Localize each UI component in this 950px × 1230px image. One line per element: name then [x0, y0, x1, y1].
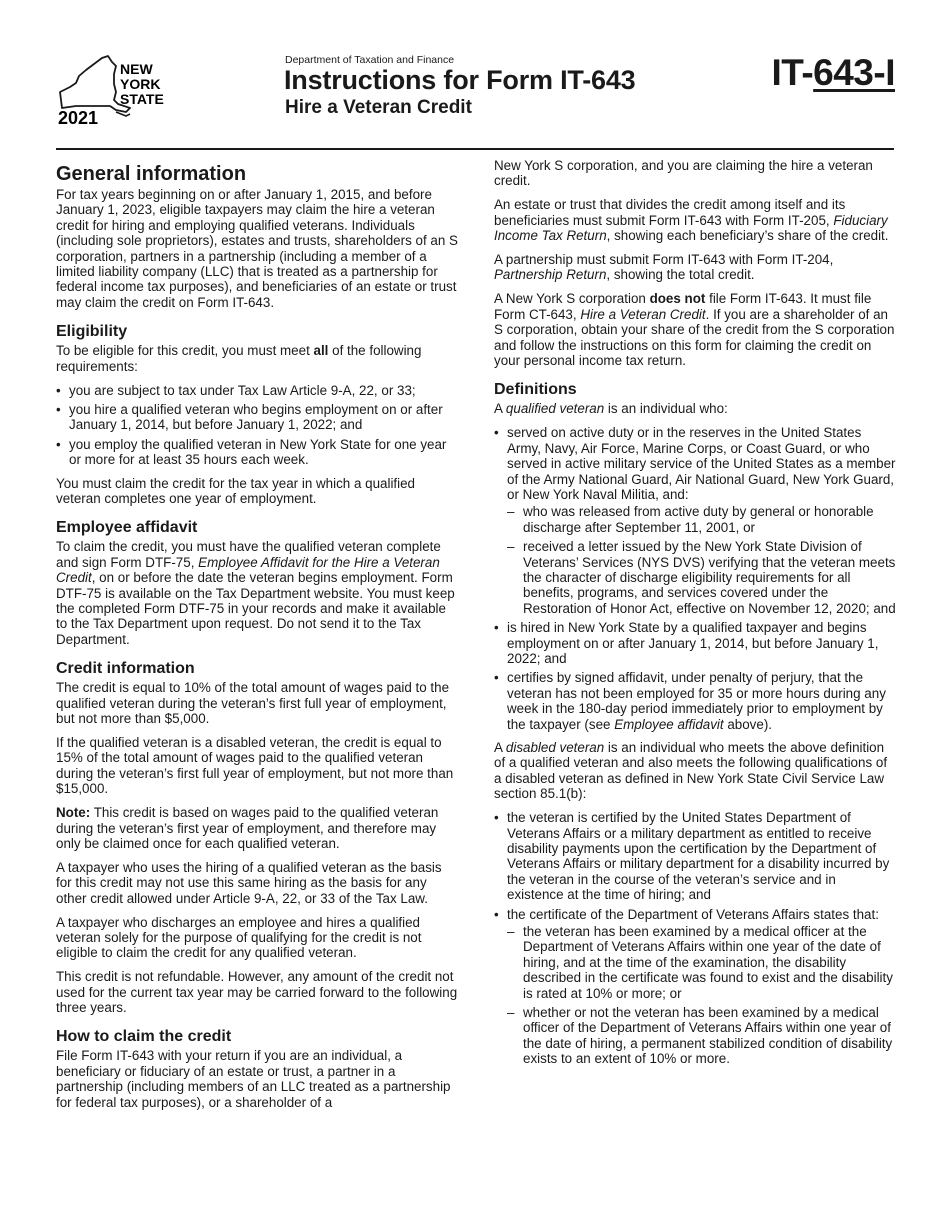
logo-line-3: STATE	[120, 91, 164, 107]
list-item: • the certificate of the Department of Veterans Affairs states that: – the veteran has been examined by a medical officer at the Department of Veterans Affairs within one year of the date of hiring, and at the time of the examination, the disability described in the certificate was found to exist and the disability is rated at 10% or more; or – whether or not the veteran has been examined by a medical officer of the Department of Veterans Affairs within one year of the date of hiring, a permanent stabilized condition of disability exists to an extent of 10% or more.	[494, 907, 896, 1067]
how-to-claim-heading: How to claim the credit	[56, 1028, 232, 1046]
form-number-main: 643-I	[813, 52, 895, 93]
logo-line-1: NEW	[120, 61, 153, 77]
general-information-heading: General information	[56, 163, 247, 185]
sub-list-item: – whether or not the veteran has been examined by a medical officer of the Department of Veterans Affairs within one year of the date of hiring, a permanent stabilized condition of disability exists to an extent of 10% or more.	[507, 1005, 896, 1067]
list-item: • the veteran is certified by the United States Department of Veterans Affairs or a military department as entitled to receive disability payments upon the certification by the Department of Veterans Affairs or military department for a disability incurred by the veteran in the course of the veteran’s service and in existence at the time of hiring; and	[494, 810, 896, 902]
list-item: • you are subject to tax under Tax Law Article 9-A, 22, or 33;	[56, 383, 458, 398]
page-title: Instructions for Form IT-643	[284, 65, 636, 95]
credit-note: Note: This credit is based on wages paid to the qualified veteran during the veteran’s first year of employment, and therefore may only be claimed once for each qualified veteran.	[56, 805, 439, 851]
list-item: • served on active duty or in the reserves in the United States Army, Navy, Air Force, Marine Corps, or Coast Guard, or who served in active military service of the United States as a member of the Army National Guard, Air National Guard, New York Guard, or New York Naval Militia, and: – who was released from active duty by general or honorable discharge after September 11, 2001, or – received a letter issued by the New York State Division of Veterans’ Services (NYS DVS) verifying that the veteran meets the character of discharge eligibility requirements for all benefits, programs, and services covered under the Restoration of Honor Act, effective on November 12, 2020; and	[494, 425, 896, 616]
list-item: • you hire a qualified veteran who begins employment on or after January 1, 2014, but before January 1, 2022; and	[56, 402, 458, 433]
s-corporation-paragraph: A New York S corporation does not file Form IT-643. It must file Form CT-643, Hire a Veteran Credit. If you are a shareholder of an S corporation, obtain your share of the credit from the S corporation and follow the instructions on this form for claiming the credit on your personal income tax return.	[494, 291, 895, 368]
how-to-claim-text: File Form IT-643 with your return if you are an individual, a beneficiary or fiduciary of an estate or trust, a partner in a partnership (including members of an LLC treated as a partnership for federal tax purposes), or a shareholder of a	[56, 1048, 451, 1110]
definitions-heading: Definitions	[494, 381, 577, 399]
disabled-veteran-intro: A disabled veteran is an individual who meets the above definition of a qualified veteran and also meets the following qualifications of a disabled veteran as defined in New York State Civil Service Law section 85.1(b):	[494, 740, 888, 802]
eligibility-closing: You must claim the credit for the tax year in which a qualified veteran completes one year of employment.	[56, 475, 416, 506]
eligibility-heading: Eligibility	[56, 323, 128, 341]
form-number-prefix: IT-	[771, 52, 814, 93]
eligibility-list	[56, 383, 458, 468]
left-column	[56, 158, 458, 1119]
sub-list-item: – who was released from active duty by general or honorable discharge after September 11, 2001, or	[507, 504, 896, 535]
sub-list-item: – the veteran has been examined by a medical officer at the Department of Veterans Affairs within one year of the date of hiring, and at the time of the examination, the disability described in the certificate was found to exist and the disability is rated at 10% or more; or	[507, 924, 896, 1001]
employee-affidavit-text: To claim the credit, you must have the qualified veteran complete and sign Form DTF-75, Employee Affidavit for the Hire a Veteran Credit, on or before the date the veteran begins employment. Form DTF-75 is available on the Tax Department website. You must keep the completed Form DTF-75 in your records and make it available to the Tax Department upon request. Do not send it to the Tax Department.	[56, 539, 455, 647]
list-item: • certifies by signed affidavit, under penalty of perjury, that the veteran has not been employed for 35 or more hours during any week in the 180-day period immediately prior to employment by the taxpayer (see Employee affidavit above).	[494, 670, 896, 732]
credit-paragraph: If the qualified veteran is a disabled veteran, the credit is equal to 15% of the total amount of wages paid to the qualified veteran during the veteran’s first full year of employment, but not more than $15,000.	[56, 734, 454, 797]
logo-year: 2021	[58, 108, 99, 127]
page-subtitle: Hire a Veteran Credit	[285, 97, 472, 118]
list-item: • you employ the qualified veteran in New York State for one year or more for at least 35 hours each week.	[56, 437, 458, 468]
credit-paragraph: A taxpayer who discharges an employee and hires a qualified veteran solely for the purpose of qualifying for the credit is not eligible to claim the credit for any qualified veteran.	[56, 914, 422, 961]
how-to-claim-continued: New York S corporation, and you are claiming the hire a veteran credit.	[494, 158, 873, 189]
credit-paragraph: This credit is not refundable. However, any amount of the credit not used for the current tax year may be carried forward to the following three years.	[56, 969, 458, 1016]
discharge-sublist	[507, 504, 896, 616]
credit-paragraph: The credit is equal to 10% of the total amount of wages paid to the qualified veteran during the veteran’s first full year of employment, but not more than $5,000.	[56, 680, 450, 727]
logo-line-2: YORK	[120, 76, 161, 92]
credit-information-heading: Credit information	[56, 660, 195, 678]
employee-affidavit-heading: Employee affidavit	[56, 519, 198, 537]
general-information-text: For tax years beginning on or after January 1, 2015, and before January 1, 2023, eligible taxpayers may claim the hire a veteran credit for hiring and employing qualified veterans. Individuals (including sole proprietors), estates and trusts, shareholders of an S corporation, partners in a partnership (including a member of a limited liability company (LLC) that is treated as a partnership for federal income tax purposes), and beneficiaries of an estate or trust may claim the credit on Form IT-643.	[56, 187, 458, 310]
header-divider	[56, 148, 894, 150]
partnership-paragraph: A partnership must submit Form IT-643 with Form IT-204, Partnership Return, showing the total credit.	[494, 252, 834, 283]
eligibility-intro: To be eligible for this credit, you must meet all of the following requirements:	[56, 343, 422, 374]
right-column	[494, 158, 896, 1075]
credit-paragraph: A taxpayer who uses the hiring of a qualified veteran as the basis for this credit may not use this same hiring as the basis for any other credit allowed under Article 9-A, 22, or 33 of the Tax Law.	[56, 859, 442, 906]
list-item: • is hired in New York State by a qualified taxpayer and begins employment on or after January 1, 2014, but before January 1, 2022; and	[494, 620, 896, 666]
sub-list-item: – received a letter issued by the New York State Division of Veterans’ Services (NYS DVS) verifying that the veteran meets the character of discharge eligibility requirements for all benefits, programs, and services covered under the Restoration of Honor Act, effective on November 12, 2020; and	[507, 539, 896, 616]
form-number	[771, 52, 895, 94]
certificate-sublist	[507, 924, 896, 1067]
nys-logo	[56, 52, 176, 127]
qualified-veteran-intro: A qualified veteran is an individual who:	[494, 401, 728, 417]
department-name: Department of Taxation and Finance	[285, 54, 455, 66]
qualified-veteran-list	[494, 425, 896, 732]
disabled-veteran-list	[494, 810, 896, 1067]
estate-trust-paragraph: An estate or trust that divides the credit among itself and its beneficiaries must submit Form IT-643 with Form IT-205, Fiduciary Income Tax Return, showing each beneficiary’s share of the credit.	[494, 197, 889, 244]
